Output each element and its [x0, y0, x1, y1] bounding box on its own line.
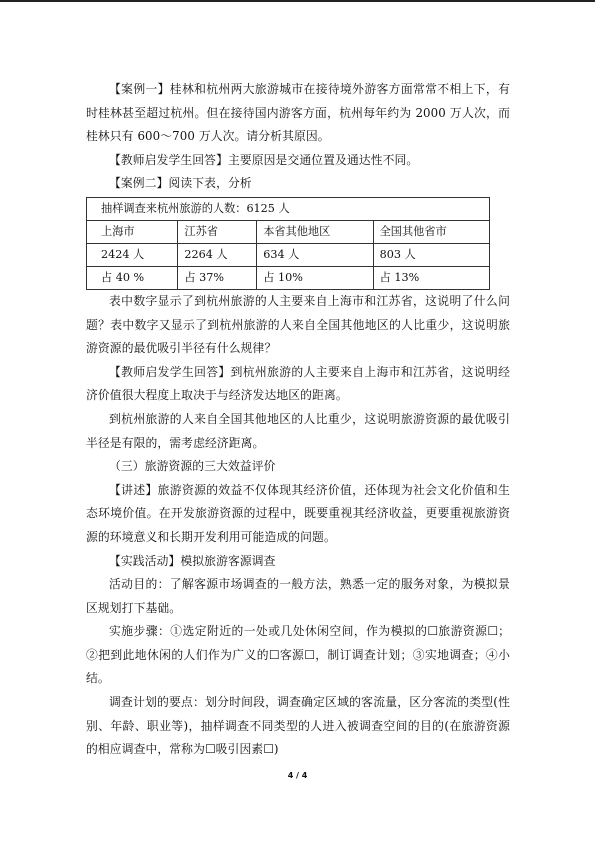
table-percent-row [87, 266, 490, 289]
table-header-cell: 江苏省 [178, 220, 257, 243]
survey-table [86, 197, 490, 290]
teacher-answer-one: 【教师启发学生回答】主要原因是交通位置及通达性不同。 [109, 152, 419, 167]
answer-continuation: 到杭州旅游的人来自全国其他地区的人比重少，这说明旅游资源的最优吸引半径是有限的，需考虑经济距离。 [86, 411, 510, 450]
activity-steps: 实施步骤：①选定附近的一处或几处休闲空间，作为模拟的☐旅游资源☐；②把到此地休闲的人们作为广义的☐客源☐，制订调查计划；③实地调查；④小结。 [86, 624, 510, 686]
table-header-cell: 全国其他省市 [373, 220, 489, 243]
table-percent-cell: 占 10% [257, 266, 373, 289]
table-header-cell: 上海市 [87, 220, 178, 243]
table-count-cell: 2264 人 [178, 243, 257, 266]
table-question-paragraph: 表中数字显示了到杭州旅游的人主要来自上海市和江苏省，这说明了什么问题？表中数字又显示了到杭州旅游的人来自全国其他地区的人比重少，这说明旅游资源的最优吸引半径有什么规律？ [86, 293, 510, 356]
activity-heading: 【实践活动】模拟旅游客源调查 [109, 553, 276, 568]
case-two-paragraph: 【案例二】阅读下表，分析 [109, 176, 252, 191]
table-percent-cell: 占 37% [178, 266, 257, 289]
table-title-cell: 抽样调查来杭州旅游的人数：6125 人 [87, 197, 490, 220]
activity-purpose: 活动目的：了解客源市场调查的一般方法，熟悉一定的服务对象，为模拟景区规划打下基础。 [86, 577, 510, 615]
table-title-row [87, 197, 490, 220]
page-number: 4 / 4 [287, 771, 308, 780]
section-heading: （三）旅游资源的三大效益评价 [109, 459, 276, 474]
table-header-cell: 本省其他地区 [257, 220, 373, 243]
document-body [86, 78, 510, 762]
table-count-cell: 634 人 [257, 243, 373, 266]
table-percent-cell: 占 40 % [87, 266, 178, 289]
table-header-row [87, 220, 490, 243]
table-count-cell: 803 人 [373, 243, 489, 266]
teacher-answer-two: 【教师启发学生回答】到杭州旅游的人主要来自上海市和江苏省，这说明经济价值很大程度上取决于与经济发达地区的距离。 [86, 364, 510, 403]
top-border-line [0, 0, 595, 2]
table-percent-cell: 占 13% [373, 266, 489, 289]
case-one-paragraph: 【案例一】桂林和杭州两大旅游城市在接待境外游客方面常常不相上下，有时桂林甚至超过杭州。但在接待国内游客方面，杭州每年约为 2000 万人次，而桂林只有 600～700 万人次。请分析其原因。 [86, 82, 510, 144]
survey-plan-points: 调查计划的要点：划分时间段，调查确定区域的客流量，区分客流的类型(性别、年龄、职业等)，抽样调查不同类型的人进入被调查空间的目的(在旅游资源的相应调查中，常称为☐吸引因素☐) [86, 695, 510, 757]
table-count-row [87, 243, 490, 266]
lecture-paragraph: 【讲述】旅游资源的效益不仅体现其经济价值，还体现为社会文化价值和生态环境价值。在开发旅游资源的过程中，既要重视其经济收益，更要重视旅游资源的环境意义和长期开发利用可能造成的问题。 [86, 482, 510, 544]
table-count-cell: 2424 人 [87, 243, 178, 266]
